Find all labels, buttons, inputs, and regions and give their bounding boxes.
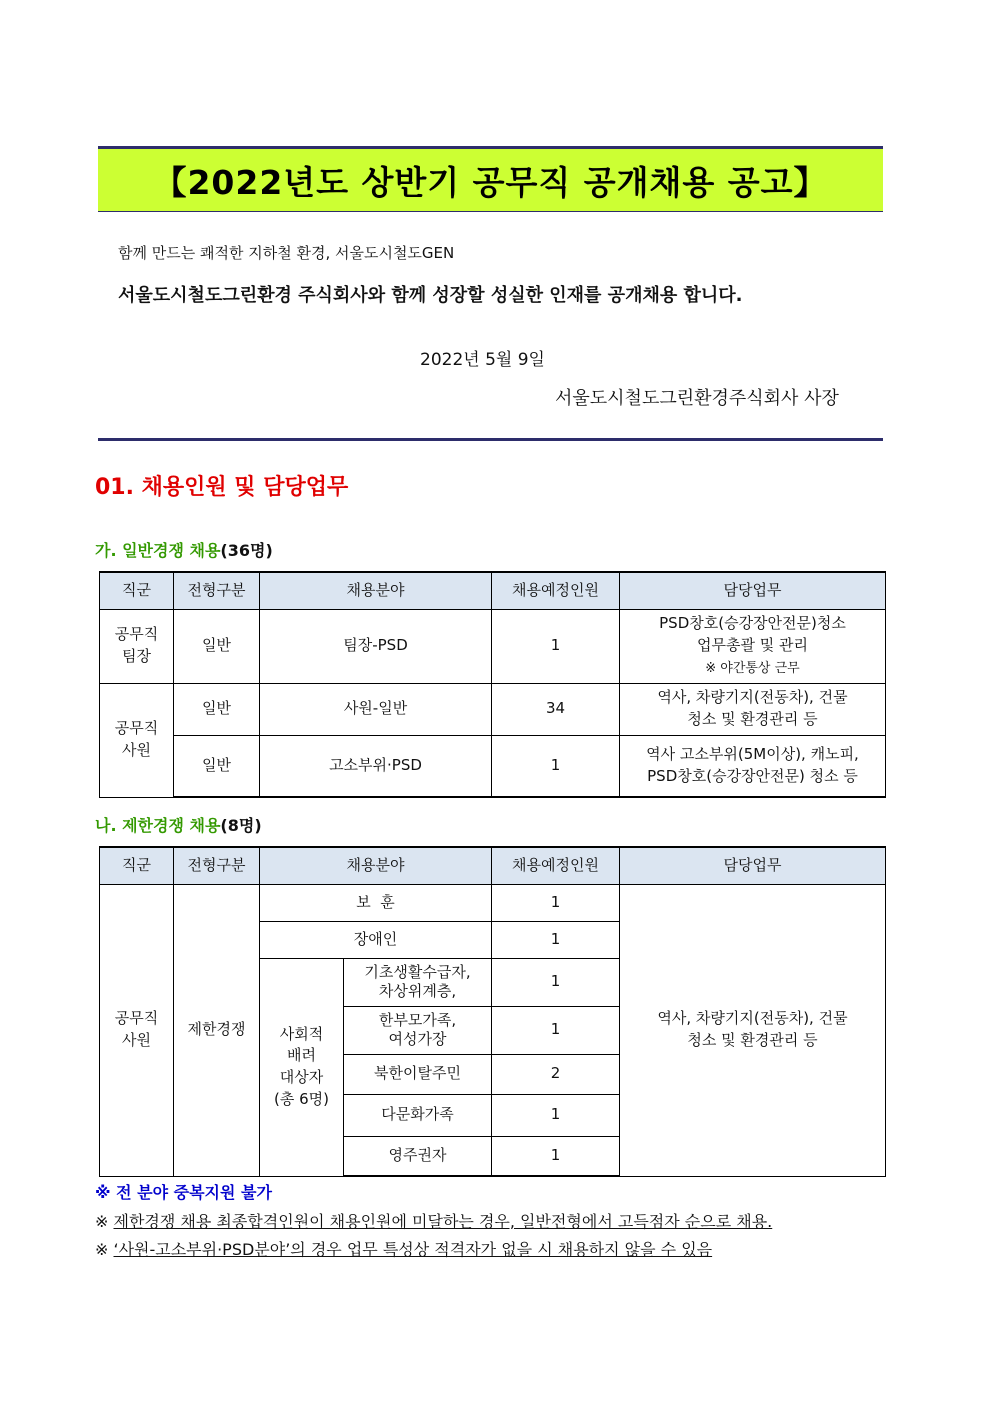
cell-field: 북한이탈주민 bbox=[344, 1054, 492, 1094]
cell-type: 일반 bbox=[174, 735, 260, 797]
duty-note: ※ 야간통상 근무 bbox=[705, 660, 800, 676]
intro-text: 서울도시철도그린환경 주식회사와 함께 성장할 성실한 인재를 공개채용 합니다. bbox=[118, 285, 743, 306]
cell-duty bbox=[620, 735, 886, 797]
cell-field: 사원-일반 bbox=[260, 683, 492, 735]
cell-num: 1 bbox=[492, 884, 620, 921]
table-row bbox=[100, 683, 886, 735]
general-table bbox=[99, 571, 886, 798]
cell-num: 1 bbox=[492, 609, 620, 683]
tagline: 함께 만드는 쾌적한 지하철 환경, 서울도시철도GEN bbox=[118, 244, 455, 262]
duty-line: 역사 고소부위(5M이상), 캐노피, bbox=[646, 745, 859, 763]
cell-num: 1 bbox=[492, 958, 620, 1006]
divider bbox=[98, 438, 883, 441]
cell-field: 기초생활수급자, 차상위계층, bbox=[344, 958, 492, 1006]
duty-line: 청소 및 환경관리 등 bbox=[687, 1031, 818, 1049]
col-header: 채용예정인원 bbox=[492, 572, 620, 609]
duty-line: 역사, 차량기지(전동차), 건물 bbox=[657, 1009, 848, 1028]
col-header: 직군 bbox=[100, 572, 174, 609]
cell-field: 영주권자 bbox=[344, 1136, 492, 1176]
note-mark: ※ bbox=[95, 1240, 114, 1259]
cell-type: 일반 bbox=[174, 683, 260, 735]
cell-num: 1 bbox=[492, 921, 620, 958]
signer: 서울도시철도그린환경주식회사 사장 bbox=[555, 388, 839, 409]
cell-duty bbox=[620, 884, 886, 1176]
note-mark: ※ bbox=[95, 1212, 114, 1231]
col-header: 직군 bbox=[100, 847, 174, 884]
note-text: 제한경쟁 채용 최종합격인원이 채용인원에 미달하는 경우, 일반전형에서 고득점자 순으로 채용. bbox=[113, 1212, 773, 1231]
cell-social-label: 사회적 배려 대상자 (총 6명) bbox=[260, 958, 344, 1176]
cell-field: 장애인 bbox=[260, 921, 492, 958]
cell-num: 34 bbox=[492, 683, 620, 735]
col-header: 채용예정인원 bbox=[492, 847, 620, 884]
limited-count: (8명) bbox=[220, 816, 262, 835]
title-banner bbox=[98, 146, 883, 212]
cell-group: 공무직 팀장 bbox=[100, 609, 174, 683]
col-header: 전형구분 bbox=[174, 847, 260, 884]
note-text: ‘사원-고소부위·PSD분야’의 경우 업무 특성상 적격자가 없을 시 채용하지 않을 수 있음 bbox=[113, 1240, 713, 1259]
cell-field: 팀장-PSD bbox=[260, 609, 492, 683]
col-header: 전형구분 bbox=[174, 572, 260, 609]
duty-line: 업무총괄 및 관리 bbox=[697, 636, 808, 655]
col-header: 채용분야 bbox=[260, 847, 492, 884]
section-heading: 01. 채용인원 및 담당업무 bbox=[95, 475, 349, 500]
general-heading-label: 가. 일반경쟁 채용 bbox=[95, 541, 221, 560]
table-row bbox=[100, 884, 886, 921]
cell-num: 1 bbox=[492, 735, 620, 797]
cell-num: 2 bbox=[492, 1054, 620, 1094]
duty-line: 역사, 차량기지(전동차), 건물 bbox=[657, 688, 848, 707]
limited-table bbox=[99, 846, 886, 1177]
cell-duty bbox=[620, 683, 886, 735]
cell-num: 1 bbox=[492, 1136, 620, 1176]
table-row bbox=[100, 609, 886, 683]
note-limited bbox=[95, 1209, 772, 1232]
table-row bbox=[100, 735, 886, 797]
cell-type: 제한경쟁 bbox=[174, 884, 260, 1176]
duty-line: PSD창호(승강장안전문)청소 bbox=[659, 614, 846, 633]
cell-num: 1 bbox=[492, 1094, 620, 1136]
note-high-place bbox=[95, 1237, 712, 1260]
page-title: 【2022년도 상반기 공무직 공개채용 공고】 bbox=[153, 162, 828, 202]
col-header: 담당업무 bbox=[620, 572, 886, 609]
cell-type: 일반 bbox=[174, 609, 260, 683]
general-heading bbox=[95, 538, 273, 561]
col-header: 채용분야 bbox=[260, 572, 492, 609]
cell-field: 보 훈 bbox=[260, 884, 492, 921]
cell-num: 1 bbox=[492, 1006, 620, 1054]
limited-heading bbox=[95, 813, 262, 836]
general-count: (36명) bbox=[220, 541, 273, 560]
note-no-duplicate: ※ 전 분야 중복지원 불가 bbox=[95, 1183, 272, 1202]
limited-heading-label: 나. 제한경쟁 채용 bbox=[95, 816, 221, 835]
cell-duty bbox=[620, 609, 886, 683]
cell-field: 고소부위·PSD bbox=[260, 735, 492, 797]
col-header: 담당업무 bbox=[620, 847, 886, 884]
duty-line: 청소 및 환경관리 등 bbox=[687, 710, 818, 728]
cell-field: 한부모가족, 여성가장 bbox=[344, 1006, 492, 1054]
cell-group: 공무직 사원 bbox=[100, 683, 174, 797]
cell-field: 다문화가족 bbox=[344, 1094, 492, 1136]
notice-date: 2022년 5월 9일 bbox=[420, 350, 545, 370]
duty-line: PSD창호(승강장안전문) 청소 등 bbox=[647, 766, 858, 785]
cell-group: 공무직 사원 bbox=[100, 884, 174, 1176]
